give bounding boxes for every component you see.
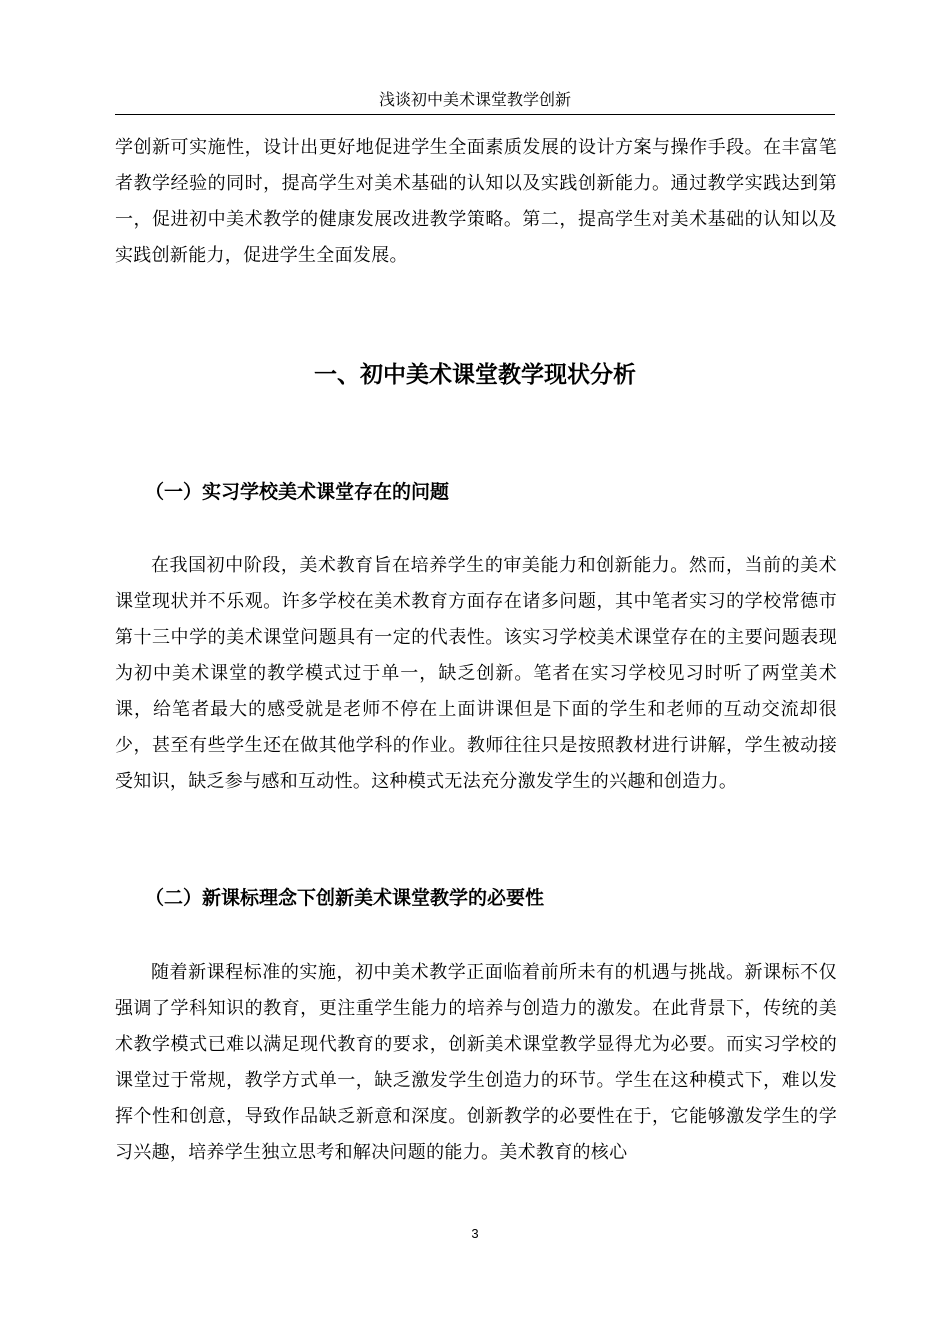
running-header-title: 浅谈初中美术课堂教学创新	[378, 90, 571, 109]
subsection-1-paragraph: 在我国初中阶段，美术教育旨在培养学生的审美能力和创新能力。然而，当前的美术课堂现状并不乐观。许多学校在美术教育方面存在诸多问题，其中笔者实习的学校常德市第十三中学的美术课堂问题具有一定的代表性。该实习学校美术课堂存在的主要问题表现为初中美术课堂的教学模式过于单一，缺乏创新。笔者在实习学校见习时听了两堂美术课，给笔者最大的感受就是老师不停在上面讲课但是下面的学生和老师的互动交流却很少，甚至有些学生还在做其他学科的作业。教师往往只是按照教材进行讲解，学生被动接受知识，缺乏参与感和互动性。这种模式无法充分激发学生的兴趣和创造力。	[115, 555, 837, 792]
subsection-1-title: （一）实习学校美术课堂存在的问题	[145, 481, 450, 503]
intro-paragraph: 学创新可实施性，设计出更好地促进学生全面素质发展的设计方案与操作手段。在丰富笔者教学经验的同时，提高学生对美术基础的认知以及实践创新能力。通过教学实践达到第一，促进初中美术教学的健康发展改进教学策略。第二，提高学生对美术基础的认知以及实践创新能力，促进学生全面发展。	[115, 137, 837, 266]
running-header	[115, 88, 835, 115]
page-number: 3	[471, 1226, 479, 1241]
subsection-2-paragraph: 随着新课程标准的实施，初中美术教学正面临着前所未有的机遇与挑战。新课标不仅强调了学科知识的教育，更注重学生能力的培养与创造力的激发。在此背景下，传统的美术教学模式已难以满足现代教育的要求，创新美术课堂教学显得尤为必要。而实习学校的课堂过于常规，教学方式单一，缺乏激发学生创造力的环节。学生在这种模式下，难以发挥个性和创意，导致作品缺乏新意和深度。创新教学的必要性在于，它能够激发学生的学习兴趣，培养学生独立思考和解决问题的能力。美术教育的核心	[115, 962, 837, 1163]
subsection-2-title: （二）新课标理念下创新美术课堂教学的必要性	[145, 887, 545, 909]
section-title: 一、初中美术课堂教学现状分析	[314, 362, 636, 388]
